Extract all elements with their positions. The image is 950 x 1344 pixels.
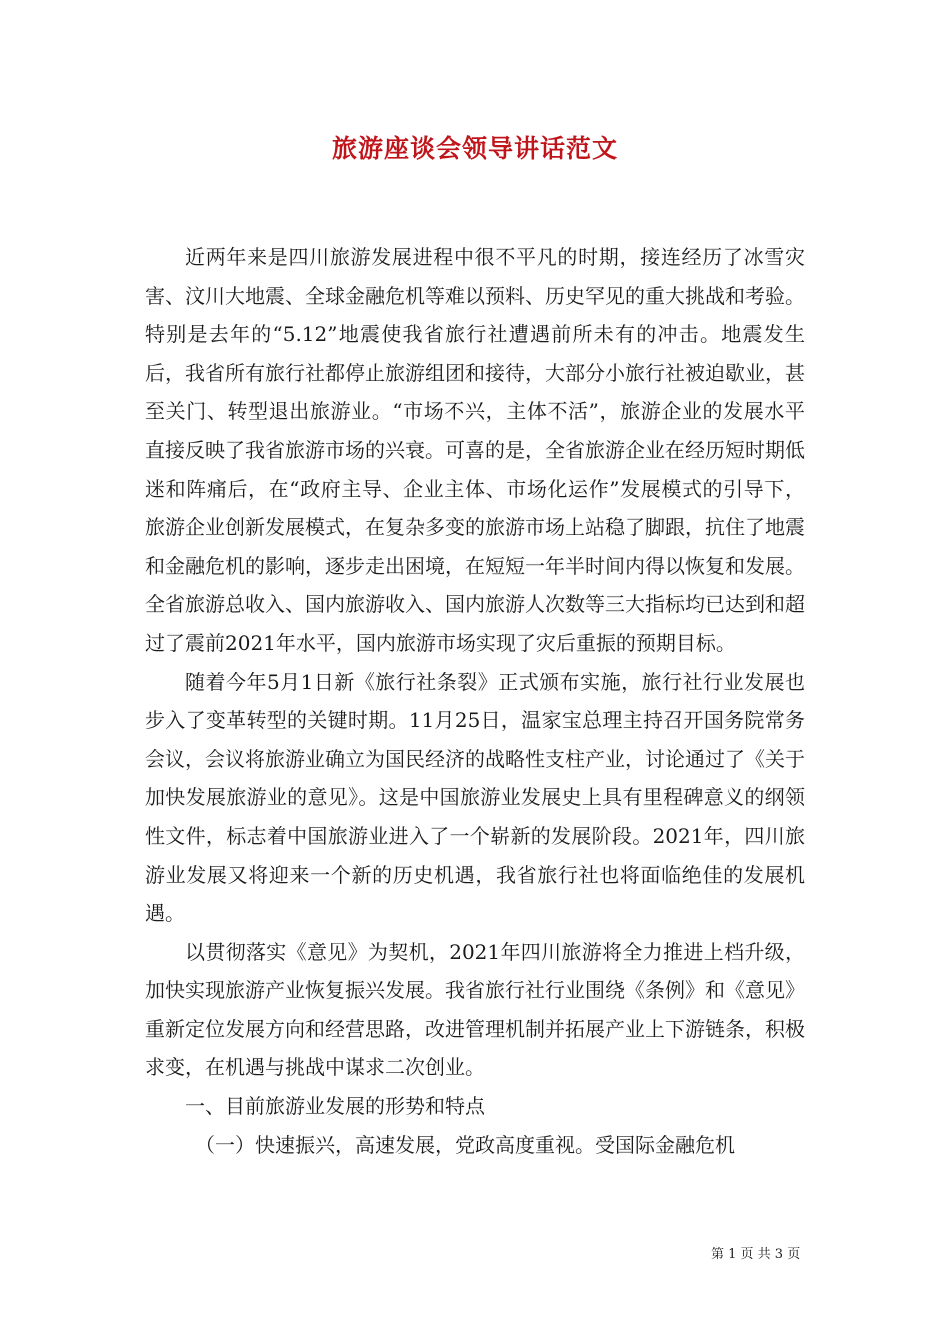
paragraph-2: 随着今年5月1日新《旅行社条裂》正式颁布实施，旅行社行业发展也步入了变革转型的关键时期。11月25日，温家宝总理主持召开国务院常务会议，会议将旅游业确立为国民经济的战略性支柱产业，讨论通过了《关于加快发展旅游业的意见》。这是中国旅游业发展史上具有里程碑意义的纲领性文件，标志着中国旅游业进入了一个崭新的发展阶段。2021年，四川旅游业发展又将迎来一个新的历史机遇，我省旅行社也将面临绝佳的发展机遇。 — [145, 669, 805, 926]
paragraph-3: 以贯彻落实《意见》为契机，2021年四川旅游将全力推进上档升级，加快实现旅游产业恢复振兴发展。我省旅行社行业围绕《条例》和《意见》重新定位发展方向和经营思路，改进管理机制并拓展产业上下游链条，积极求变，在机遇与挑战中谋求二次创业。 — [145, 939, 805, 1080]
subsection-paragraph: （一）快速振兴，高速发展，党政高度重视。受国际金融危机 — [195, 1132, 735, 1157]
document-body — [145, 238, 805, 1164]
document-title: 旅游座谈会领导讲话范文 — [331, 134, 618, 163]
page-number-footer: 第 1 页 共 3 页 — [711, 1247, 801, 1262]
paragraph-1: 近两年来是四川旅游发展进程中很不平凡的时期，接连经历了冰雪灾害、汶川大地震、全球金融危机等难以预料、历史罕见的重大挑战和考验。特别是去年的“5.12”地震使我省旅行社遭遇前所未有的冲击。地震发生后，我省所有旅行社都停止旅游组团和接待，大部分小旅行社被迫歇业，甚至关门、转型退出旅游业。“市场不兴，主体不活”，旅游企业的发展水平直接反映了我省旅游市场的兴衰。可喜的是，全省旅游企业在经历短时期低迷和阵痛后，在“政府主导、企业主体、市场化运作”发展模式的引导下，旅游企业创新发展模式，在复杂多变的旅游市场上站稳了脚跟，抗住了地震和金融危机的影响，逐步走出困境，在短短一年半时间内得以恢复和发展。全省旅游总收入、国内旅游收入、国内旅游人次数等三大指标均已达到和超过了震前2021年水平，国内旅游市场实现了灾后重振的预期目标。 — [145, 245, 805, 655]
section-heading: 一、目前旅游业发展的形势和特点 — [185, 1094, 485, 1119]
